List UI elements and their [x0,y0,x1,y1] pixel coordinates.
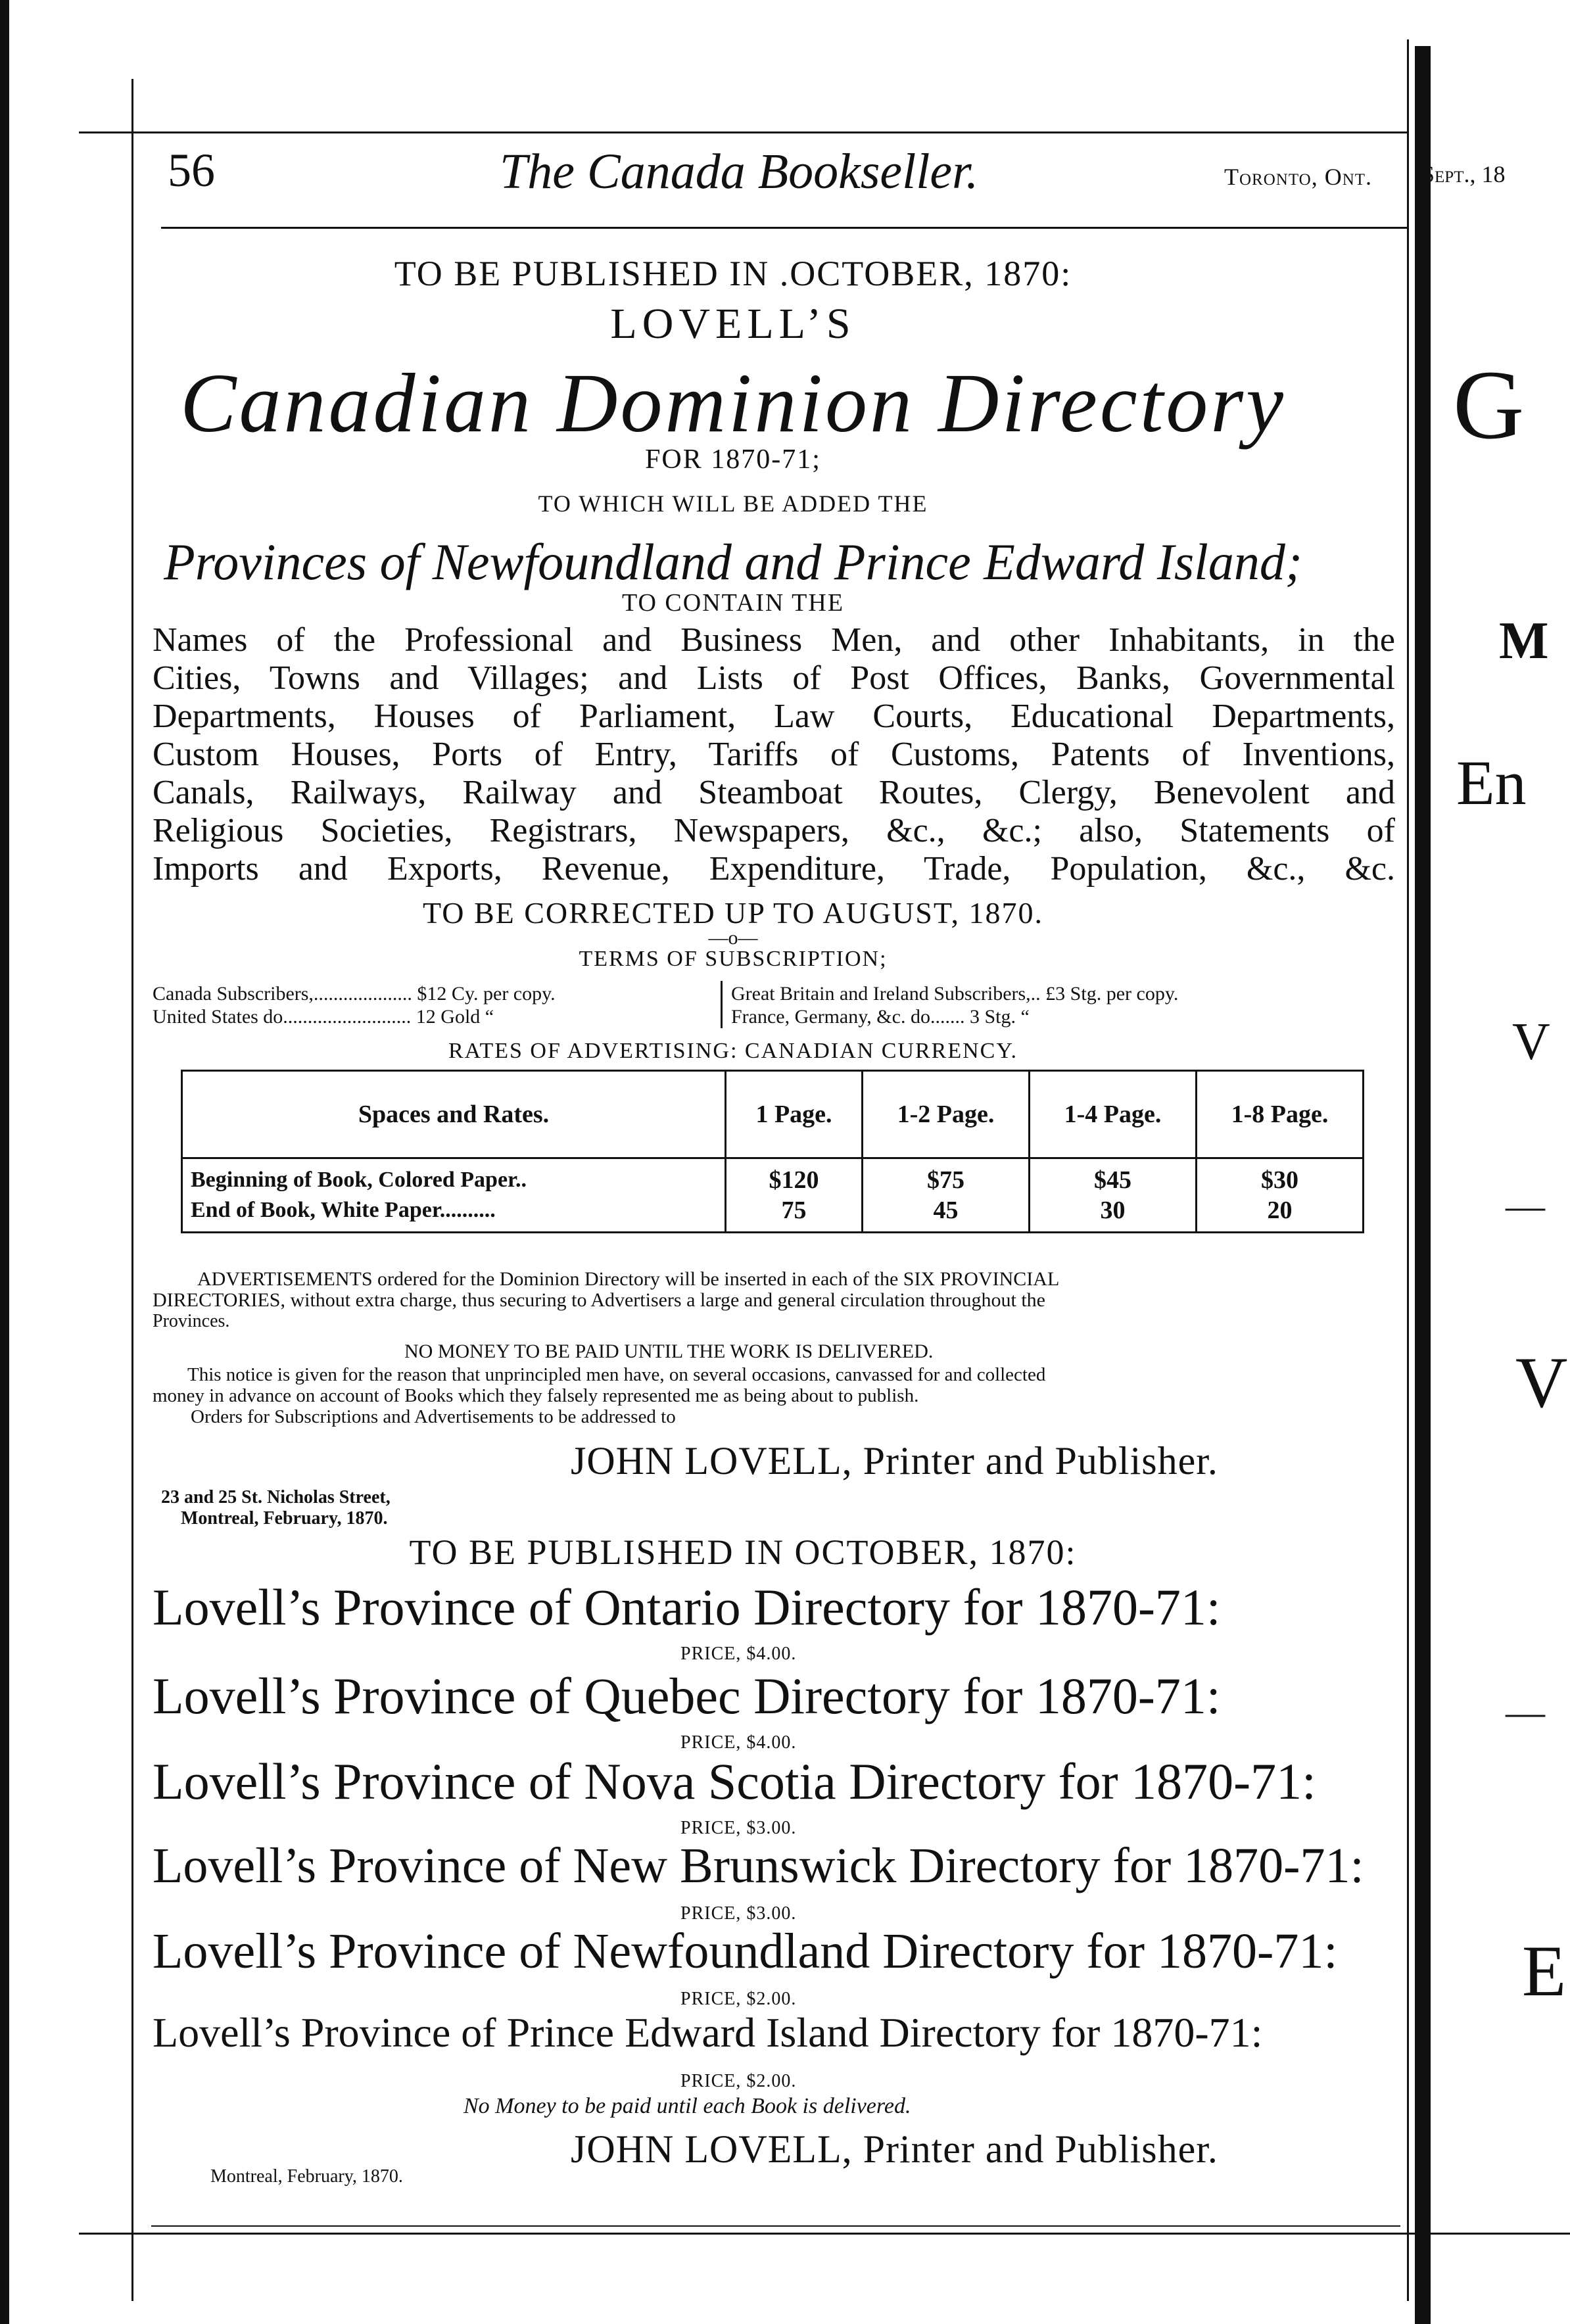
directory-price: PRICE, $4.00. [680,1732,797,1753]
ad1-provinces-line: Provinces of Newfoundland and Prince Edward Island; [164,533,1302,590]
rates-value: 75 [781,1197,807,1224]
facing-page-fragment: — [1506,1690,1545,1734]
ad2-dateline: Montreal, February, 1870. [210,2166,403,2187]
ad1-rates-heading: RATES OF ADVERTISING: CANADIAN CURRENCY. [448,1039,1018,1063]
directory-title: Lovell’s Province of Ontario Directory for 1870-71: [153,1578,1221,1636]
facing-page-fragment: — [1506,1184,1545,1227]
directory-title: Lovell’s Province of Newfoundland Directory for 1870-71: [153,1924,1338,1979]
ad2-payment-note: No Money to be paid until each Book is delivered. [464,2094,911,2118]
notice-line: DIRECTORIES, without extra charge, thus securing to Advertisers a large and general circulation throughout the [153,1289,1045,1311]
header-rule [161,227,1407,229]
directory-price: PRICE, $2.00. [680,2071,797,2091]
rates-header-row [182,1071,1364,1158]
ad1-publication-line: TO BE PUBLISHED IN .OCTOBER, 1870: [394,254,1072,293]
ad1-address-line: Montreal, February, 1870. [181,1508,388,1529]
ad1-signature: JOHN LOVELL, Printer and Publisher. [571,1439,1218,1482]
contents-line: Canals, Railways, Railway and Steamboat Routes, Clergy, Benevolent and [153,774,1395,811]
rates-value-cell [862,1158,1029,1233]
directory-price: PRICE, $3.00. [680,1818,797,1838]
facing-page-fragment: V [1515,1342,1568,1423]
rates-value: $120 [769,1166,819,1194]
facing-page-fragment: V [1512,1013,1550,1071]
ad1-publisher-name: LOVELL’S [610,300,856,348]
directory-title: Lovell’s Province of Prince Edward Island Directory for 1870-71: [153,2009,1263,2056]
ad1-terms-heading: TERMS OF SUBSCRIPTION; [579,947,888,971]
rates-header-cell: 1-8 Page. [1196,1071,1363,1158]
rates-value: $30 [1260,1166,1298,1194]
directory-title: Lovell’s Province of Nova Scotia Directory for 1870-71: [153,1753,1316,1810]
rates-value-cell [726,1158,863,1233]
rates-value: 30 [1100,1197,1126,1224]
terms-right-line: France, Germany, &c. do....... 3 Stg. “ [731,1006,1030,1028]
facing-page-fragment: G [1453,350,1525,460]
no-money-line: NO MONEY TO BE PAID UNTIL THE WORK IS DELIVERED. [404,1340,934,1362]
rates-row-label: Beginning of Book, Colored Paper.. [191,1168,527,1192]
ad1-for-years: FOR 1870-71; [645,444,821,475]
ad1-ornament: —o— [708,927,758,949]
warning-line: money in advance on account of Books which they falsely represented me as being about to publish. [153,1385,919,1406]
ad1-added-line: TO WHICH WILL BE ADDED THE [538,490,928,517]
notice-line: Provinces. [153,1311,230,1331]
rates-row [182,1158,1364,1233]
running-date-fragment: Sept., 18 [1421,161,1506,187]
ad1-contain-line: TO CONTAIN THE [621,589,845,617]
rates-table [181,1070,1364,1233]
ad2-signature: JOHN LOVELL, Printer and Publisher. [571,2127,1218,2171]
ad1-address-line: 23 and 25 St. Nicholas Street, [161,1487,391,1507]
footer-rule [151,2225,1400,2227]
rates-row-label: End of Book, White Paper.......... [191,1198,496,1222]
directory-price: PRICE, $3.00. [680,1903,797,1924]
running-title: The Canada Bookseller. [500,144,979,199]
facing-page-fragment: E [1522,1931,1567,2011]
rates-value: 45 [933,1197,959,1224]
rates-label-cell [182,1158,726,1233]
rates-header-cell: Spaces and Rates. [182,1071,726,1158]
rates-value: 20 [1267,1197,1293,1224]
ad1-corrected-line: TO BE CORRECTED UP TO AUGUST, 1870. [422,896,1044,930]
top-frame-rule [79,131,1407,133]
directory-title: Lovell’s Province of Quebec Directory for 1870-71: [153,1667,1221,1724]
terms-left-line: United States do.......................... 12 Gold “ [153,1006,494,1028]
rates-header-cell: 1-2 Page. [862,1071,1029,1158]
contents-line: Custom Houses, Ports of Entry, Tariffs of Customs, Patents of Inventions, [153,736,1395,773]
rates-header-cell: 1-4 Page. [1029,1071,1196,1158]
directory-title: Lovell’s Province of New Brunswick Directory for 1870-71: [153,1838,1364,1893]
directory-price: PRICE, $4.00. [680,1644,797,1664]
notice-line: ADVERTISEMENTS ordered for the Dominion Directory will be inserted in each of the SIX PROVINCIAL [197,1268,1060,1290]
terms-right-line: Great Britain and Ireland Subscribers,.. £3 Stg. per copy. [731,983,1179,1005]
warning-line: Orders for Subscriptions and Advertisements to be addressed to [191,1406,676,1427]
rates-value: $75 [926,1166,964,1194]
running-place: Toronto, Ont. [1224,164,1373,190]
page-number: 56 [168,144,215,197]
terms-divider [721,981,723,1028]
warning-line: This notice is given for the reason that unprincipled men have, on several occasions, canvassed for and collected [187,1364,1046,1385]
rates-value: $45 [1093,1166,1131,1194]
contents-line: Cities, Towns and Villages; and Lists of Post Offices, Banks, Governmental [153,659,1395,697]
rates-header-cell: 1 Page. [726,1071,863,1158]
contents-line: Religious Societies, Registrars, Newspapers, &c., &c.; also, Statements of [153,812,1395,849]
rates-value-cell [1029,1158,1196,1233]
ad2-heading: TO BE PUBLISHED IN OCTOBER, 1870: [409,1532,1077,1572]
bottom-frame-rule [79,2233,1570,2235]
contents-line: Imports and Exports, Revenue, Expenditure, Trade, Population, &c., &c. [153,850,1395,888]
ad1-contents-paragraph [153,621,1395,888]
ad1-directory-title: Canadian Dominion Directory [180,356,1286,450]
terms-left-line: Canada Subscribers,.................... $12 Cy. per copy. [153,983,556,1005]
left-page-edge [0,0,9,2324]
contents-line: Departments, Houses of Parliament, Law Courts, Educational Departments, [153,698,1395,735]
contents-line: Names of the Professional and Business Men, and other Inhabitants, in the [153,621,1395,659]
rates-value-cell [1196,1158,1363,1233]
facing-page-fragment: M [1499,612,1549,670]
directory-price: PRICE, $2.00. [680,1989,797,2009]
facing-page-fragment: En [1456,747,1527,818]
